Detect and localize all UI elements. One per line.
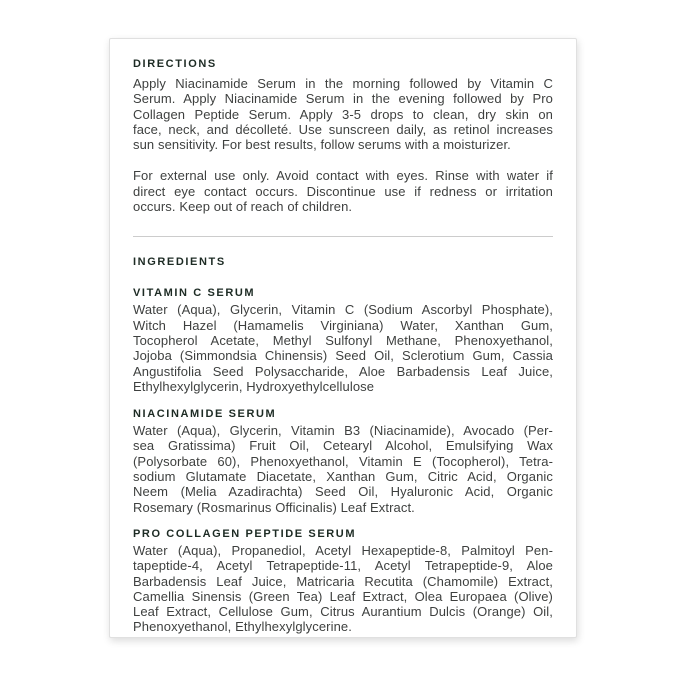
text-line: occurs. Keep out of reach of children.: [133, 199, 353, 215]
text-line: Ethylhexylglycerin, Hydroxyethylcellulose: [133, 378, 375, 394]
ingredient-section-pro-collagen: [133, 527, 553, 635]
text-line: Rosemary (Rosmarinus Officinalis) Leaf Extract.: [133, 499, 415, 515]
label-card: [109, 38, 577, 638]
text-line: Water (Aqua), Glycerin, Vitamin B3 (Niacinamide), Avocado (Per-: [133, 423, 553, 439]
text-line: tapeptide-4, Acetyl Tetrapeptide-11, Acetyl Tetrapeptide-9, Aloe: [133, 558, 553, 574]
text-line: sun sensitivity. For best results, follow serums with a moisturizer.: [133, 137, 511, 153]
ingredients-heading: INGREDIENTS: [133, 256, 226, 269]
text-line: Apply Niacinamide Serum in the morning followed by Vitamin C: [133, 76, 553, 91]
text-line: sea Gratissima) Fruit Oil, Cetearyl Alcohol, Emulsifying Wax: [133, 438, 553, 454]
text-line: Barbadensis Leaf Juice, Matricaria Recutita (Chamomile) Extract,: [133, 573, 553, 589]
ingredients-section: [133, 255, 553, 634]
text-line: For external use only. Avoid contact with eyes. Rinse with water if: [133, 168, 553, 184]
ingredient-section-vitamin-c: [133, 286, 553, 394]
text-line: Camellia Sinensis (Green Tea) Leaf Extract, Olea Europaea (Olive): [133, 588, 553, 604]
text-line: sodium Glutamate Diacetate, Xanthan Gum, Citric Acid, Organic: [133, 469, 553, 485]
text-line: Leaf Extract, Cellulose Gum, Citrus Aurantium Dulcis (Orange) Oil,: [133, 604, 553, 620]
directions-paragraph-1: [133, 76, 553, 152]
text-line: Angustifolia Seed Polysaccharide, Aloe Barbadensis Leaf Juice,: [133, 363, 553, 379]
niacinamide-serum-heading: NIACINAMIDE SERUM: [133, 408, 277, 421]
text-line: Water (Aqua), Glycerin, Vitamin C (Sodium Ascorbyl Phosphate),: [133, 302, 553, 318]
text-line: face, neck, and décolleté. Use sunscreen daily, as retinol increases: [133, 121, 553, 137]
text-line: Collagen Peptide Serum. Apply 3-5 drops to clean, dry skin on: [133, 106, 553, 122]
pro-collagen-peptide-serum-heading: PRO COLLAGEN PEPTIDE SERUM: [133, 527, 357, 540]
niacinamide-serum-ingredients: [133, 423, 553, 515]
directions-section: [133, 57, 553, 214]
pro-collagen-peptide-serum-ingredients: [133, 543, 553, 635]
section-divider: [133, 236, 553, 237]
text-line: Water (Aqua), Propanediol, Acetyl Hexapeptide-8, Palmitoyl Pen-: [133, 542, 553, 558]
text-line: direct eye contact occurs. Discontinue use if redness or irritation: [133, 183, 553, 199]
directions-heading: DIRECTIONS: [133, 58, 217, 70]
text-line: Neem (Melia Azadirachta) Seed Oil, Hyaluronic Acid, Organic: [133, 484, 553, 500]
vitamin-c-serum-heading: VITAMIN C SERUM: [133, 287, 256, 300]
directions-paragraph-2: [133, 168, 553, 214]
text-line: Witch Hazel (Hamamelis Virginiana) Water, Xanthan Gum,: [133, 317, 553, 333]
text-line: Phenoxyethanol, Ethylhexylglycerine.: [133, 619, 352, 635]
text-line: Jojoba (Simmondsia Chinensis) Seed Oil, Sclerotium Gum, Cassia: [133, 348, 553, 364]
text-line: Serum. Apply Niacinamide Serum in the evening followed by Pro: [133, 91, 553, 107]
vitamin-c-serum-ingredients: [133, 302, 553, 394]
text-line: Tocopherol Acetate, Methyl Sulfonyl Methane, Phenoxyethanol,: [133, 332, 553, 348]
ingredient-section-niacinamide: [133, 407, 553, 515]
text-line: (Polysorbate 60), Phenoxyethanol, Vitamin E (Tocopherol), Tetra-: [133, 453, 553, 469]
